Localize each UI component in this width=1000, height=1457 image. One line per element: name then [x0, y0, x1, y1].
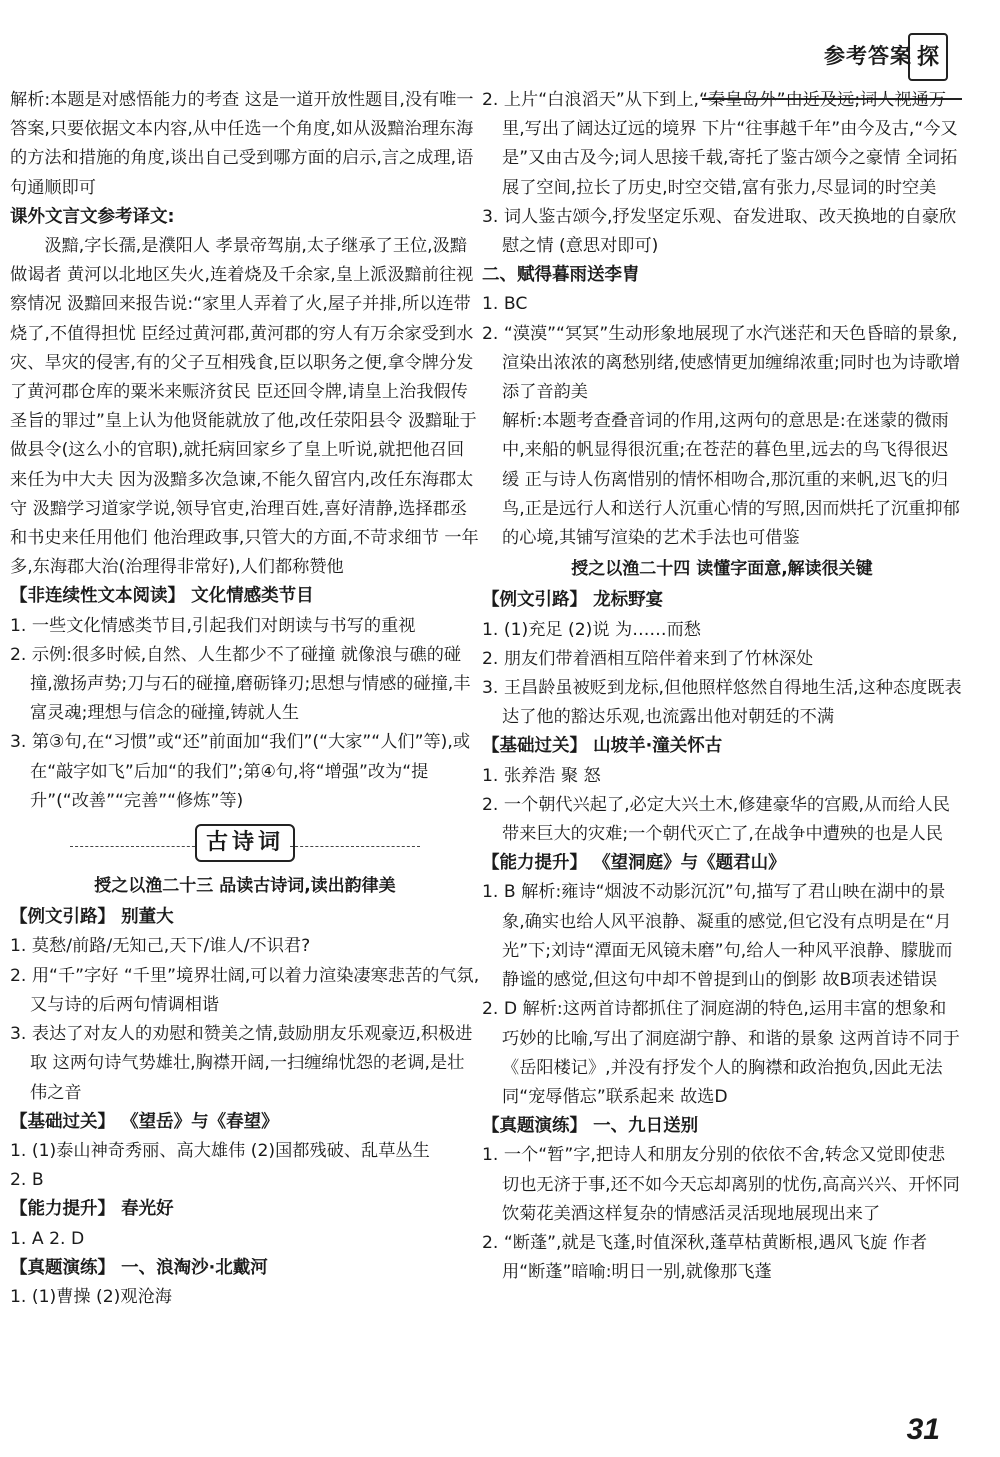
answer-item: 1. A 2. D: [10, 1228, 85, 1249]
header-title: 参考答案: [824, 44, 912, 68]
analysis-paragraph: 解析:本题是对感悟能力的考查 这是一道开放性题目,没有唯一答案,只要依据文本内容,从中任选一个角度,如从汲黯治理东海的方法和措施的角度,谈出自己受到哪方面的启示,言之成理,语句通顺即可: [10, 90, 474, 198]
answer-item: 3. 王昌龄虽被贬到龙标,但他照样悠然自得地生活,这种态度既表达了他的豁达乐观,也流露出他对朝廷的不满: [482, 678, 962, 728]
section-title: 【真题演练】 一、浪淘沙·北戴河: [10, 1257, 268, 1278]
analysis-paragraph: 解析:本题考查叠音词的作用,这两句的意思是:在迷蒙的微雨中,来船的帆显得很沉重;在苍茫的暮色里,远去的鸟飞得很迟缓 正与诗人伤离惜别的情怀相吻合,那沉重的来帆,迟飞的归鸟,正是远行人和送行人沉重心情的写照,因而烘托了沉重抑郁的心境,其铺写渲染的艺术手法也可借鉴: [502, 411, 960, 549]
section-title: 【例文引路】 别董大: [10, 907, 174, 928]
left-column: [10, 86, 480, 1312]
answer-item: 2. 示例:很多时候,自然、人生都少不了碰撞 就像浪与礁的碰撞,激扬声势;刀与石的碰撞,磨砺锋刃;思想与情感的碰撞,丰富灵魂;理想与信念的碰撞,铸就人生: [10, 644, 471, 724]
extra-reading-title: 课外文言文参考译文:: [10, 206, 175, 227]
answer-item: 1. 一些文化情感类节目,引起我们对朗读与书写的重视: [10, 615, 416, 636]
answer-item: 2. “断蓬”,就是飞蓬,时值深秋,蓬草枯黄断根,遇风飞旋 作者用“断蓬”暗喻:明日一别,就像那飞蓬: [482, 1232, 928, 1283]
answer-item: 1. (1)泰山神奇秀丽、高大雄伟 (2)国都残破、乱草丛生: [10, 1140, 430, 1161]
answer-item: 3. 表达了对友人的劝慰和赞美之情,鼓励朋友乐观豪迈,积极进取 这两句诗气势雄壮,胸襟开阔,一扫缠绵忧怨的老调,是壮伟之音: [10, 1024, 473, 1103]
answer-item: 2. B: [10, 1170, 44, 1191]
answer-item: 1. 莫愁/前路/无知己,天下/谁人/不识君?: [10, 936, 311, 957]
answer-item: 2. 一个朝代兴起了,必定大兴土木,修建豪华的宫殿,从而给人民带来巨大的灾难;一个朝代灭亡了,在战争中遭殃的也是人民: [482, 794, 950, 845]
answer-item: 2. “漠漠”“冥冥”生动形象地展现了水汽迷茫和天色昏暗的景象,渲染出浓浓的离愁别绪,使感情更加缠绵浓重;同时也为诗歌增添了音韵美: [482, 323, 961, 403]
answer-item: 2. 上片“白浪滔天”从下到上,“秦皇岛外”由近及远;词人视通万里,写出了阔达辽远的境界 下片“往事越千年”由今及古,“今又是”又由古及今;词人思接千载,寄托了鉴古颂今之豪情 全词拓展了空间,拉长了历史,时空交错,富有张力,尽显词的时空美: [482, 90, 958, 198]
answer-item: 1. (1)曹操 (2)观沧海: [10, 1286, 172, 1307]
section-title: 【真题演练】 一、九日送别: [482, 1116, 699, 1137]
page-header: [0, 0, 1000, 100]
section-title: 【能力提升】 春光好: [10, 1199, 174, 1220]
page-number: 31: [906, 1413, 940, 1446]
answer-item: 1. (1)充足 (2)说 为……而愁: [482, 619, 701, 640]
answer-item: 1. 张养浩 聚 怒: [482, 765, 601, 786]
answer-item: 3. 词人鉴古颂今,抒发坚定乐观、奋发进取、改天换地的自豪欣慰之情 (意思对即可): [482, 206, 957, 257]
lesson-title: 授之以渔二十三 品读古诗词,读出韵律美: [94, 876, 396, 897]
answer-item: 2. D 解析:这两首诗都抓住了洞庭湖的特色,运用丰富的想象和巧妙的比喻,写出了洞庭湖宁静、和谐的景象 这两首诗不同于《岳阳楼记》,并没有抒发个人的胸襟和政治抱负,因此无法同“宠辱偕忘”联系起来 故选D: [482, 999, 960, 1107]
section-title: 【基础过关】 山坡羊·潼关怀古: [482, 736, 723, 757]
lesson-title: 授之以渔二十四 读懂字面意,解读很关键: [571, 559, 873, 580]
category-label: 古诗词: [195, 824, 295, 862]
section-title: 二、赋得暮雨送李胄: [482, 265, 640, 286]
answer-item: 1. 一个“暂”字,把诗人和朋友分别的依依不舍,转念又觉即使悲切也无济于事,还不如今天忘却离别的忧伤,高高兴兴、开怀同饮菊花美酒这样复杂的情感活灵活现地展现出来了: [482, 1145, 960, 1224]
answer-item: 2. 用“千”字好 “千里”境界壮阔,可以着力渲染凄寒悲苦的气氛,又与诗的后两句情调相谐: [10, 965, 480, 1015]
answer-item: 1. BC: [482, 294, 528, 315]
category-divider: [10, 824, 480, 870]
answer-item: 1. B 解析:雍诗“烟波不动影沉沉”句,描写了君山映在湖中的景象,确实也给人风平浪静、凝重的感觉,但它没有点明是在“月光”下;刘诗“潭面无风镜未磨”句,给人一种风平浪静、朦胧而静谧的感觉,但这句中却不曾提到山的倒影 故B项表述错误: [482, 882, 953, 991]
section-title: 【例文引路】 龙标野宴: [482, 590, 664, 611]
section-title-nontext: 【非连续性文本阅读】 文化情感类节目: [10, 586, 314, 607]
section-title: 【基础过关】 《望岳》与《春望》: [10, 1111, 279, 1132]
brand-logo: 探: [908, 33, 948, 81]
right-column: [482, 86, 962, 1287]
answer-item: 2. 朋友们带着酒相互陪伴着来到了竹林深处: [482, 648, 814, 669]
answer-item: 3. 第③句,在“习惯”或“还”前面加“我们”(“大家”“人们”等),或在“敲字如飞”后加“的我们”;第④句,将“增强”改为“提升”(“改善”“完善”“修炼”等): [10, 732, 471, 811]
extra-reading-translation: 汲黯,字长孺,是濮阳人 孝景帝驾崩,太子继承了王位,汲黯做谒者 黄河以北地区失火,连着烧及千余家,皇上派汲黯前往视察情况 汲黯回来报告说:“家里人弄着了火,屋子并排,所以连带烧了,不值得担忧 臣经过黄河郡,黄河郡的穷人有万余家受到水灾、旱灾的侵害,有的父子互相残食,臣以职务之便,拿令牌分发了黄河郡仓库的粟米来赈济贫民 臣还回令牌,请皇上治我假传圣旨的罪过”皇上认为他贤能就放了他,改任荥阳县令 汲黯耻于做县令(这么小的官职),就托病回家乡了皇上听说,就把他召回来任为中大夫 因为汲黯多次急谏,不能久留宫内,改任东海郡太守 汲黯学习道家学说,领导官吏,治理百姓,喜好清静,选择郡丞和书史来任用他们 他治理政事,只管大的方面,不苛求细节 一年多,东海郡大治(治理得非常好),人们都称赞他: [10, 236, 479, 578]
section-title: 【能力提升】 《望洞庭》与《题君山》: [482, 853, 786, 874]
